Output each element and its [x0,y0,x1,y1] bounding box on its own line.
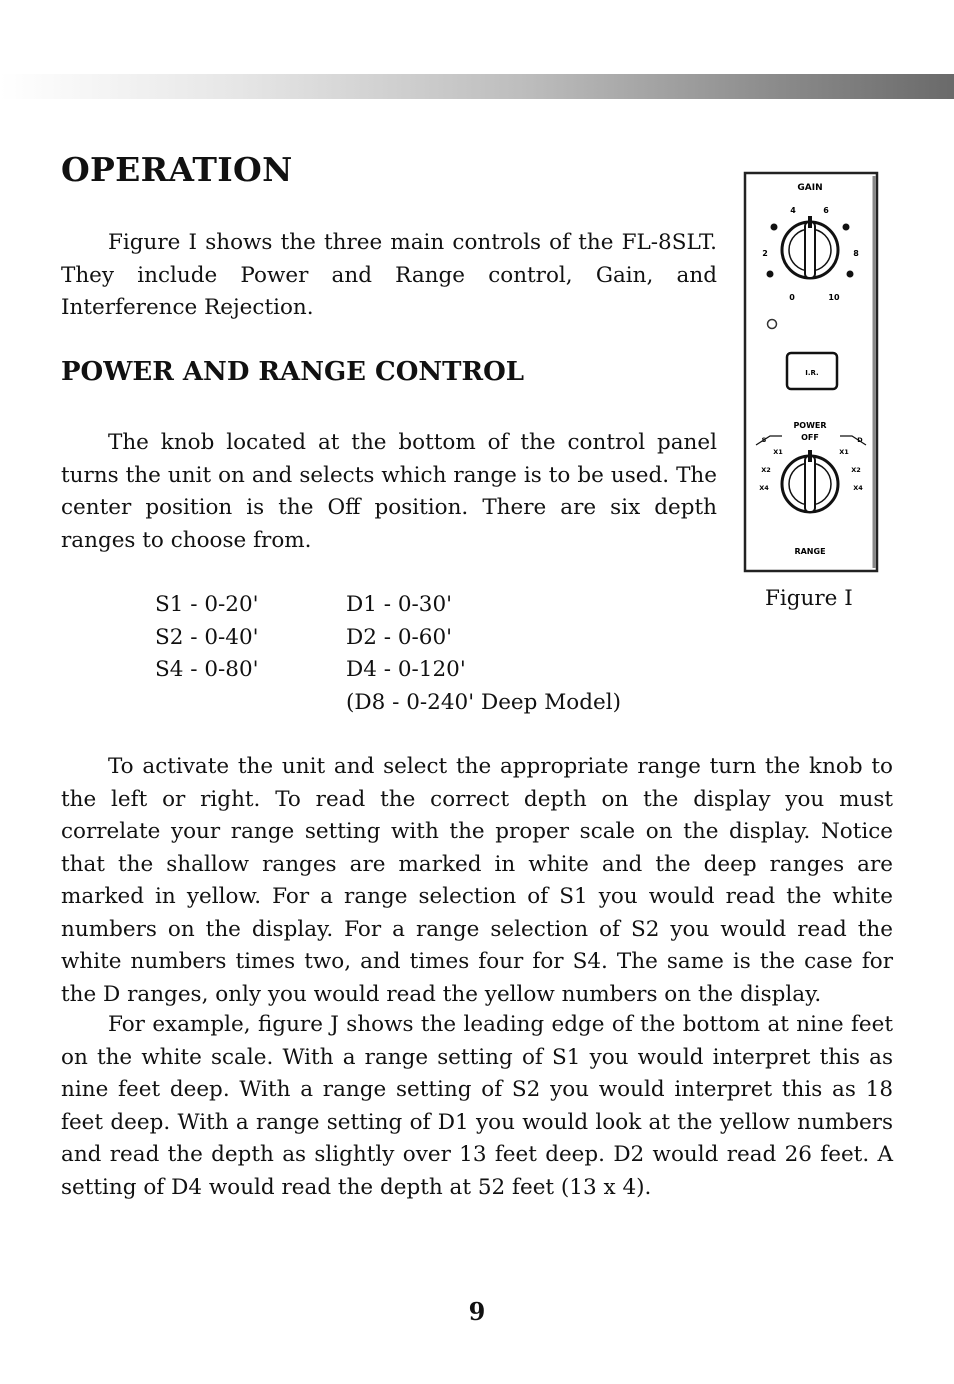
range-mark: X2 [761,466,771,474]
gain-tick: 2 [762,249,768,258]
range-mark: S [761,436,767,444]
range-label: RANGE [794,547,826,556]
header-gradient-bar [0,74,954,99]
control-panel-figure [742,170,882,576]
figure-caption: Figure I [765,586,853,611]
gain-tick: 4 [790,206,796,215]
example-paragraph: For example, figure J shows the leading edge of the bottom at nine feet on the white scale. With a range setting of S1 you would interpret this as nine feet deep. With a range setting of S2 you would interpret this as 18 feet deep. With a range setting of D1 you would look at the yellow numbers and read the depth as slightly over 13 feet deep. D2 would read 26 feet. A setting of D4 would read the depth at 52 feet (13 x 4). [61,1012,893,1200]
shallow-range: S1 - 0-20' [155,592,259,617]
deep-range: D1 - 0-30' [346,592,453,617]
page-title: OPERATION [61,150,293,189]
range-mark: X2 [851,466,861,474]
range-mark: X4 [759,484,769,492]
deep-range: D4 - 0-120' [346,657,466,682]
deep-range: (D8 - 0-240' Deep Model) [346,689,621,715]
intro-paragraph: Figure I shows the three main controls of the FL-8SLT. They include Power and Range control, Gain, and Interference Rejection. [61,230,717,320]
range-mark: X4 [853,484,863,492]
power-label: POWER [793,421,827,430]
gain-tick: 0 [789,293,795,302]
off-label: OFF [801,433,819,442]
range-mark: D [857,436,863,444]
range-mark: X1 [773,448,783,456]
ir-label: I.R. [805,369,819,377]
activate-paragraph: To activate the unit and select the appropriate range turn the knob to the left or right. To read the correct depth on the display you must correlate your range setting with the proper scale on the display. Notice that the shallow ranges are marked in white and the deep ranges are marked in yellow. For a range selection of S1 you would read the white numbers on the display. For a range selection of S2 you would read the white numbers times two, and times four for S4. The same is the case for the D ranges, only you would read the yellow numbers on the display. [61,754,893,1007]
knob-paragraph: The knob located at the bottom of the control panel turns the unit on and selects which range is to be used. The center position is the Off position. There are six depth ranges to choose from. [61,430,717,553]
gain-tick: 8 [853,249,859,258]
range-mark: X1 [839,448,849,456]
page-number: 9 [468,1297,486,1326]
gain-tick: 6 [823,206,829,215]
shallow-range: S4 - 0-80' [155,657,259,682]
section-heading: POWER AND RANGE CONTROL [61,357,525,387]
gain-label: GAIN [797,183,823,193]
deep-range: D2 - 0-60' [346,624,453,650]
shallow-range: S2 - 0-40' [155,624,259,650]
gain-tick: 10 [828,293,840,302]
